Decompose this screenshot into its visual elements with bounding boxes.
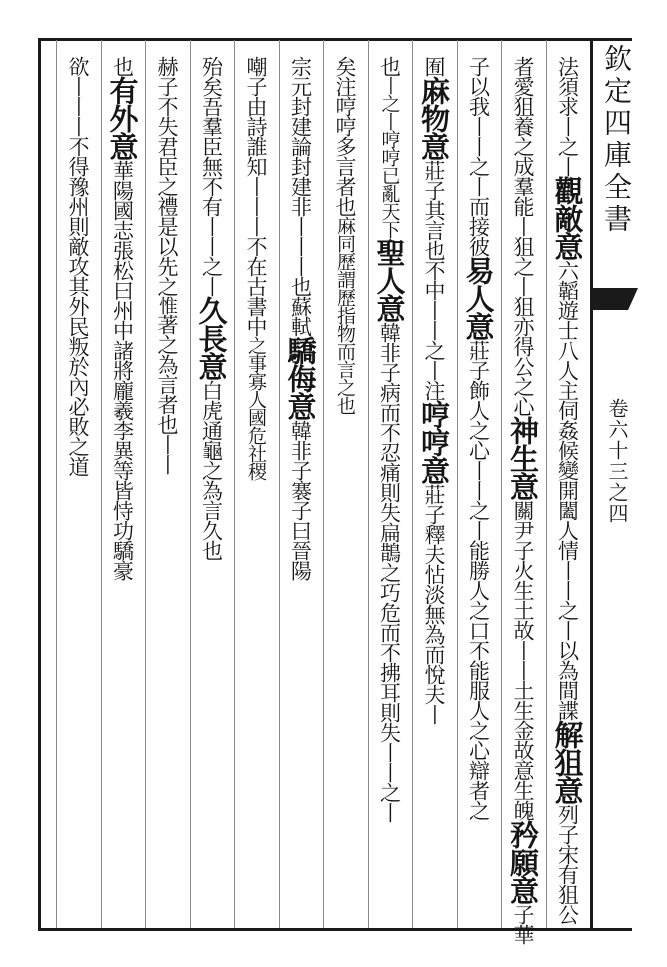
body-text: 宗元封建論封建非丨丨丨也蘇軾 — [288, 56, 313, 336]
juan-label: 卷六十三之四 — [605, 398, 629, 524]
body-text: 列子宋有狙公 — [555, 804, 580, 924]
column-rule — [323, 40, 324, 928]
body-text: 嘲子由詩誰知丨丨丨不在古書中 — [244, 56, 268, 336]
column-rule — [145, 40, 146, 928]
column-rule — [368, 40, 369, 928]
column-rule — [101, 40, 102, 928]
column-rule — [234, 40, 235, 928]
body-text: 莊子其言也不中丨丨之丨注 — [422, 160, 446, 400]
column-rule — [501, 40, 502, 928]
text-column — [281, 56, 321, 916]
body-text: 法須求丨之丨 — [555, 56, 580, 176]
text-column — [236, 56, 276, 916]
text-column — [192, 56, 232, 916]
column-rule — [546, 40, 547, 928]
body-text: 韓非子褰子曰晉陽 — [288, 420, 313, 580]
body-text: 赫子不失君臣之禮是以先之 — [155, 56, 179, 296]
column-rule — [279, 40, 280, 928]
entry-heading: 哼哼意 — [417, 400, 451, 484]
body-text: 殆矣吾羣臣無不有丨丨之丨 — [199, 56, 224, 296]
entry-heading: 有外意 — [105, 76, 140, 160]
column-rule — [412, 40, 413, 928]
body-text: 子華 — [511, 904, 535, 944]
margin-rule — [590, 38, 593, 931]
body-text: 韓非子病而不忍痛則失扁鵲之巧危而不拂耳則失丨丨之丨 — [377, 322, 402, 822]
text-column — [548, 56, 588, 924]
body-text: 囿 — [422, 56, 446, 76]
entry-heading: 麻物意 — [417, 76, 451, 160]
entry-heading: 觀敵意 — [550, 176, 585, 260]
entry-heading: 驕侮意 — [283, 336, 318, 420]
body-text: 華陽國志張松曰州中諸將龐羲李異等皆恃功驕豪 — [110, 160, 135, 580]
text-column — [103, 56, 143, 916]
text-column — [503, 56, 543, 944]
body-text: 子以我丨丨之丨而接彼 — [466, 56, 491, 256]
annotation-text: 之事寡人國危社稷 — [245, 336, 267, 480]
entry-heading: 神生意 — [506, 416, 540, 500]
body-text: 關尹子火生土故丨丨土生金故意生魄 — [511, 500, 535, 820]
body-text: 著之為言者也丨丨 — [155, 314, 179, 474]
entry-heading: 久長意 — [194, 296, 229, 380]
column-rule — [190, 40, 191, 928]
column-rule — [56, 40, 57, 928]
body-text: 也 — [110, 56, 135, 76]
text-column — [459, 56, 499, 916]
book-title: 欽定四庫全書 — [600, 44, 633, 236]
body-text: 者愛狙養之成羣能丨狙之丨狙亦得公之心 — [511, 56, 535, 416]
body-text: 六韜遊士八人主伺姦候變開闔人情丨丨之丨以為間諜 — [555, 260, 580, 720]
text-column — [325, 56, 365, 916]
body-text: 莊子釋夫怗淡無為而悅夫丨 — [422, 484, 446, 724]
text-column — [370, 56, 410, 916]
entry-heading: 易人意 — [461, 256, 496, 340]
entry-heading: 解狙意 — [550, 720, 585, 804]
annotation-text: 麻同歷謂歷指物而言之也 — [334, 216, 356, 414]
column-rule — [457, 40, 458, 928]
body-text: 矣注哼哼多言者也 — [333, 56, 357, 216]
text-column — [147, 56, 187, 916]
entry-heading: 矜願意 — [506, 820, 540, 904]
body-text: 白虎通龜之為言久也 — [199, 380, 224, 560]
body-text: 莊子飾人之心丨丨之丨能勝人之口不能服人之心辯者之 — [466, 340, 491, 820]
text-column — [414, 56, 454, 916]
entry-heading: 聖人意 — [372, 238, 407, 322]
body-text: 也 — [377, 56, 402, 76]
annotation-text: 惟 — [156, 296, 178, 314]
text-column — [58, 56, 98, 916]
body-text: 欲丨丨丨不得豫州則敵攻其外民叛於內必敗之道 — [66, 56, 90, 476]
annotation-text: 丨之丨哼哼已亂天下 — [378, 76, 401, 238]
